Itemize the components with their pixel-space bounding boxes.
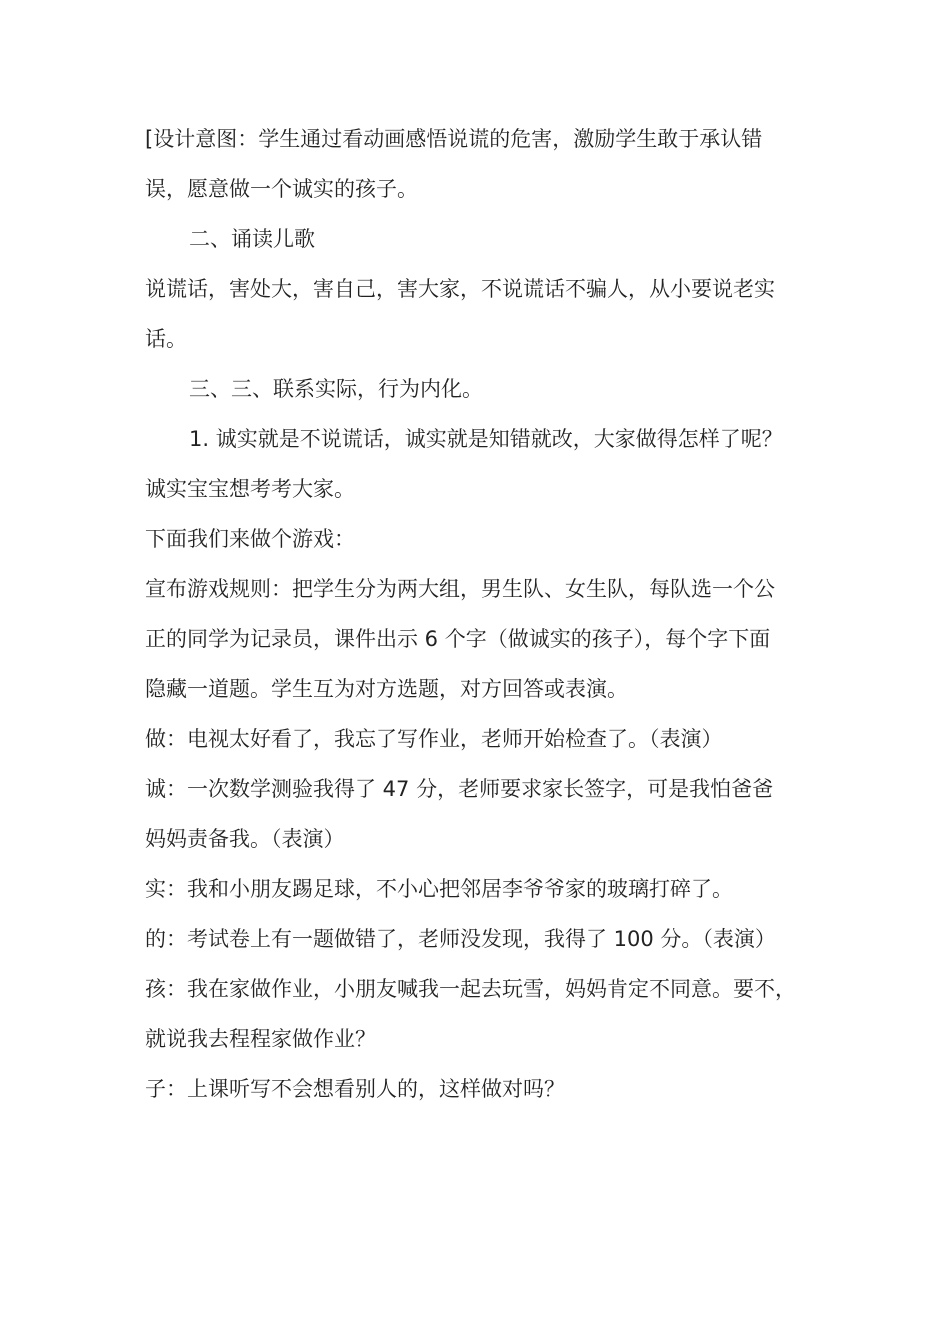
- question-cheng-line-1: 诚：一次数学测验我得了 47 分，老师要求家长签字，可是我怕爸爸: [145, 777, 774, 801]
- question-shi: 实：我和小朋友踢足球，不小心把邻居李爷爷家的玻璃打碎了。: [145, 877, 733, 901]
- design-intent-line-2: 误，愿意做一个诚实的孩子。: [145, 177, 418, 201]
- question-hai-line-2: 就说我去程程家做作业？: [145, 1027, 376, 1051]
- section-heading-recite-song: 二、诵读儿歌: [189, 227, 315, 251]
- question-zuo: 做：电视太好看了，我忘了写作业，老师开始检查了。（表演）: [145, 727, 723, 751]
- game-rules-line-3: 隐藏一道题。学生互为对方选题，对方回答或表演。: [145, 677, 628, 701]
- nursery-rhyme-line-1: 说谎话，害处大，害自己，害大家，不说谎话不骗人，从小要说老实: [145, 277, 775, 301]
- paragraph-line: 下面我们来做个游戏：: [145, 527, 355, 551]
- game-rules-line-2: 正的同学为记录员，课件出示 6 个字（做诚实的孩子），每个字下面: [145, 627, 771, 651]
- numbered-item-1: 1. 诚实就是不说谎话，诚实就是知错就改，大家做得怎样了呢？: [189, 427, 783, 451]
- question-zi: 子：上课听写不会想看别人的，这样做对吗？: [145, 1077, 565, 1101]
- section-heading-practice: 三、三、联系实际，行为内化。: [189, 377, 483, 401]
- lesson-plan-text: [145, 114, 811, 1114]
- game-rules-line-1: 宣布游戏规则：把学生分为两大组，男生队、女生队，每队选一个公: [145, 577, 775, 601]
- question-hai-line-1: 孩：我在家做作业，小朋友喊我一起去玩雪，妈妈肯定不同意。要不，: [145, 977, 796, 1001]
- nursery-rhyme-line-2: 话。: [145, 327, 187, 351]
- paragraph-line: 诚实宝宝想考考大家。: [145, 477, 355, 501]
- question-cheng-line-2: 妈妈责备我。（表演）: [145, 827, 345, 851]
- question-de: 的：考试卷上有一题做错了，老师没发现，我得了 100 分。（表演）: [145, 927, 776, 951]
- design-intent-line-1: [设计意图：学生通过看动画感悟说谎的危害，激励学生敢于承认错: [145, 127, 763, 151]
